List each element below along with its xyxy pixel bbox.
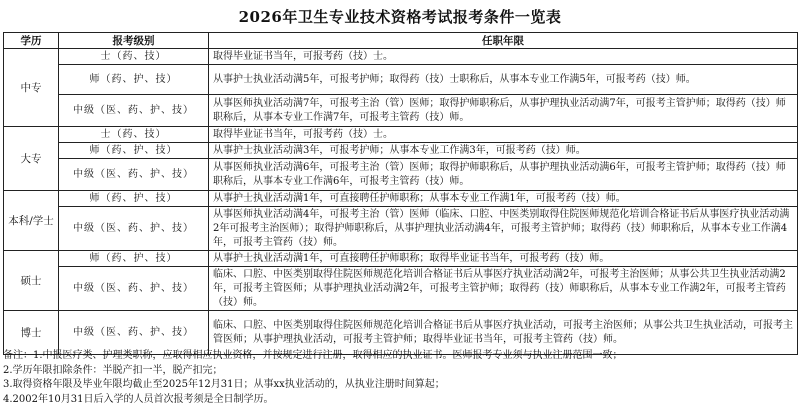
note-line: 4.2002年10月31日后入学的人员首次报考须是全日制学历。: [3, 393, 274, 405]
requirement-cell: 临床、口腔、中医类别取得住院医师规范化培训合格证书后从事医疗执业活动满2年，可报考主治医师；从事公共卫生执业活动满2年，可报考主管医师；从事护理执业活动满2年，可报考主管护师；取得药（技）师职称后，从事本专业工作满2年，可报考主管药（技）师。: [209, 267, 798, 311]
note-line: 备注：1.中报医疗类、护理类职称，应取得相应执业资格，并按规定进行注册，取得相应的执业证书。医师报考专业须与执业注册范围一致；: [3, 350, 623, 361]
header-education: 学历: [4, 33, 59, 49]
note-line: 2.学历年限扣除条件：半脱产扣一半，脱产扣完；: [3, 364, 223, 376]
education-cell: 博士: [4, 311, 59, 355]
table-row: [4, 143, 798, 159]
table-row: [4, 49, 798, 65]
requirement-cell: 从事医师执业活动满6年，可报考主治（管）医师；取得护师职称后，从事护理执业活动满6年，可报考主管护师；取得药（技）师职称后，从事本专业工作满6年，可报考主管药（技）师。: [209, 159, 798, 191]
notes-section: [3, 349, 797, 407]
table-row: [4, 95, 798, 127]
requirement-cell: 从事护士执业活动满1年，可直接聘任护师职称；从事本专业工作满1年，可报考药（技）师。: [209, 191, 798, 207]
requirements-table: [3, 32, 798, 355]
table-row: [4, 127, 798, 143]
education-cell: 大专: [4, 127, 59, 191]
education-cell: 硕士: [4, 251, 59, 311]
table-row: [4, 65, 798, 95]
education-cell: 本科/学士: [4, 191, 59, 251]
header-requirement: 任职年限: [209, 33, 798, 49]
level-cell: 师（药、护、技）: [59, 143, 209, 159]
table-row: [4, 251, 798, 267]
table-header-row: [4, 33, 798, 49]
level-cell: 师（药、护、技）: [59, 191, 209, 207]
level-cell: 师（药、护、技）: [59, 251, 209, 267]
level-cell: 中级（医、药、护、技）: [59, 267, 209, 311]
note-line: 3.取得资格年限及毕业年限均截止至2025年12月31日；从事xx执业活动的，从执业注册时间算起；: [3, 379, 445, 390]
requirement-cell: 临床、口腔、中医类别取得住院医师规范化培训合格证书后从事医疗执业活动，可报考主治医师；从事公共卫生执业活动，可报考主管医师；从事护理执业活动，可报考主管护师；取得毕业证书当年，可报考主管药（技）师。: [209, 311, 798, 355]
table-row: [4, 267, 798, 311]
level-cell: 中级（医、药、护、技）: [59, 159, 209, 191]
document-title: 2026年卫生专业技术资格考试报考条件一览表: [238, 8, 562, 26]
education-cell: 中专: [4, 49, 59, 127]
level-cell: 士（药、技）: [59, 127, 209, 143]
requirement-cell: 从事医师执业活动满7年，可报考主治（管）医师；取得护师职称后，从事护理执业活动满7年，可报考主管护师；取得药（技）师职称后，从事本专业工作满7年，可报考主管药（技）师。: [209, 95, 798, 127]
requirement-cell: 取得毕业证书当年，可报考药（技）士。: [209, 49, 798, 65]
table-row: [4, 159, 798, 191]
level-cell: 士（药、技）: [59, 49, 209, 65]
table-row: [4, 207, 798, 251]
table-row: [4, 191, 798, 207]
level-cell: 中级（医、药、护、技）: [59, 311, 209, 355]
requirement-cell: 从事护士执业活动满3年，可报考护师；从事本专业工作满3年，可报考药（技）师。: [209, 143, 798, 159]
header-level: 报考级别: [59, 33, 209, 49]
requirement-cell: 取得毕业证书当年，可报考药（技）士。: [209, 127, 798, 143]
requirement-cell: 从事医师执业活动满4年，可报考主治（管）医师（临床、口腔、中医类别取得住院医师规范化培训合格证书后从事医疗执业活动满2年可报考主治医师）；取得护师职称后，从事护理执业活动满4年，可报考主管护师；取得药（技）师职称后，从事本专业工作满4年，可报考主管药（技）师。: [209, 207, 798, 251]
requirement-cell: 从事护士执业活动满5年，可报考护师；取得药（技）士职称后，从事本专业工作满5年，可报考药（技）师。: [209, 65, 798, 95]
level-cell: 师（药、护、技）: [59, 65, 209, 95]
table-row: [4, 311, 798, 355]
level-cell: 中级（医、药、护、技）: [59, 207, 209, 251]
level-cell: 中级（医、药、护、技）: [59, 95, 209, 127]
requirement-cell: 从事护士执业活动满1年，可直接聘任护师职称；取得毕业证书当年，可报考药（技）师。: [209, 251, 798, 267]
